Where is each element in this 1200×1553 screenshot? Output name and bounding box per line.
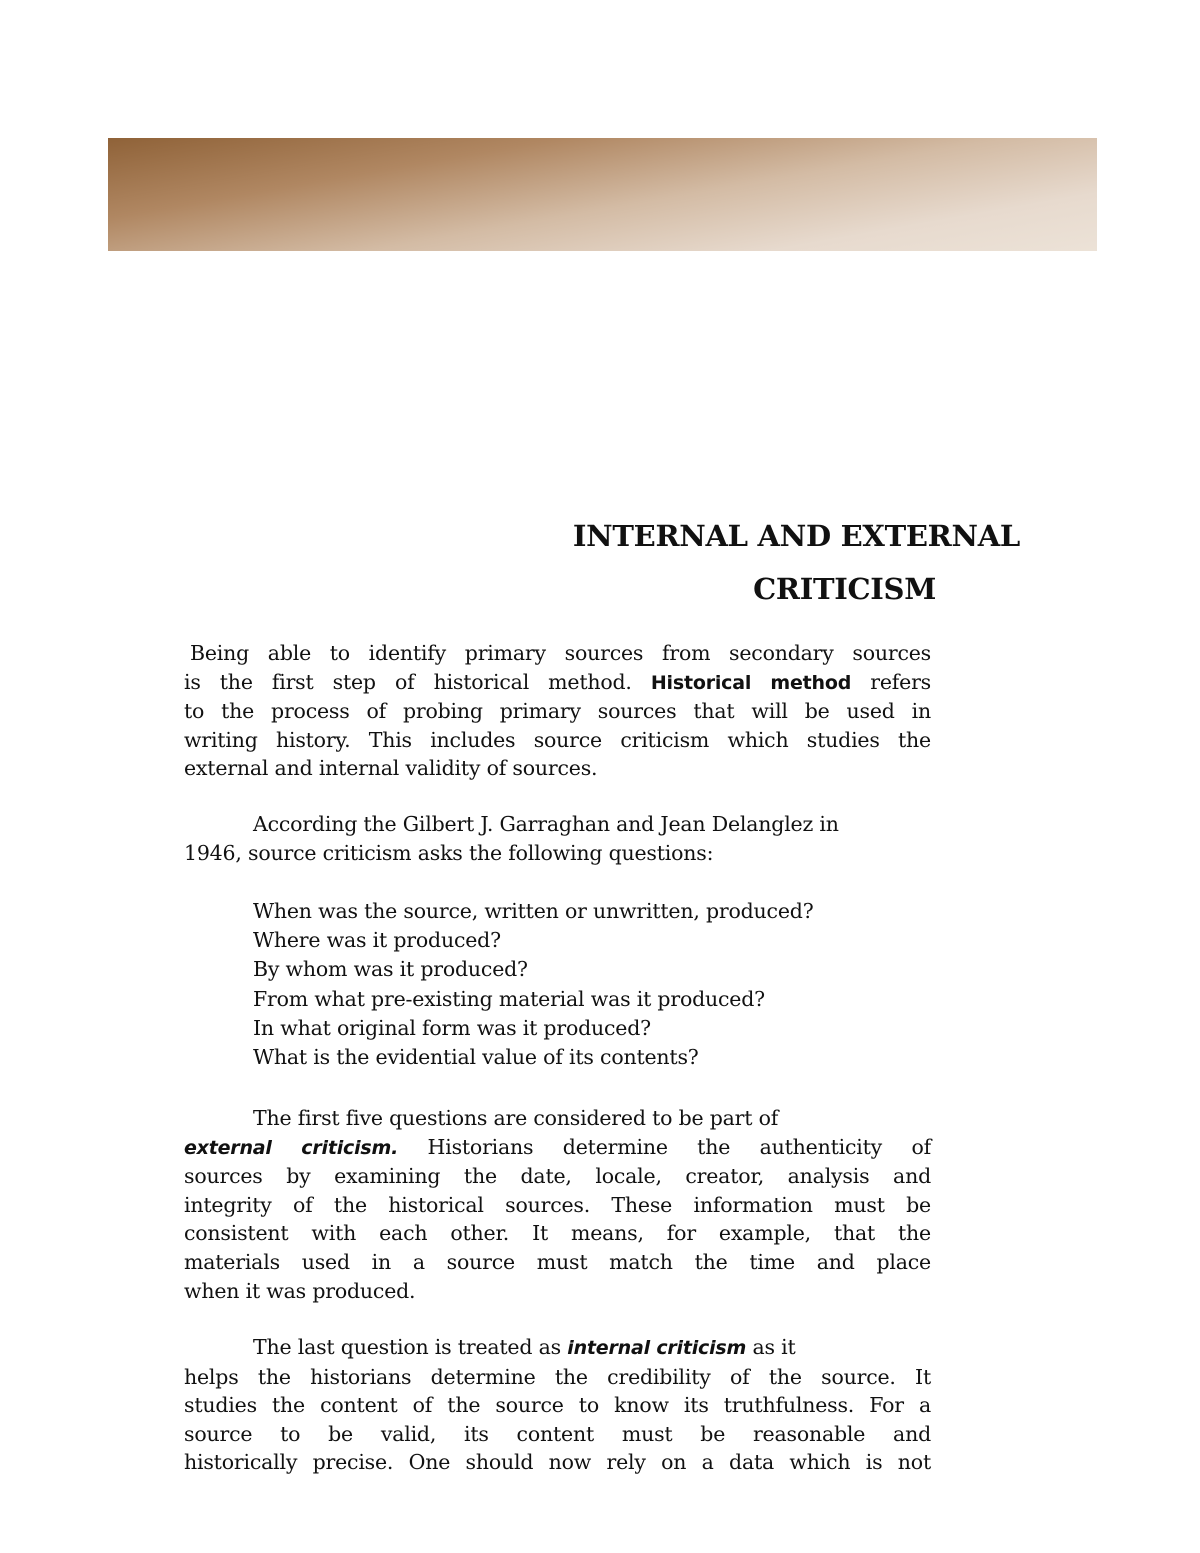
list-item: By whom was it produced? — [253, 957, 528, 982]
text-span: is the first step of historical method. — [184, 669, 651, 694]
text-span: refers — [851, 669, 931, 694]
paragraph-line — [184, 668, 931, 698]
paragraph-line: consistent with each other. It means, for example, that the — [184, 1221, 931, 1246]
text-span: The last question is treated as — [253, 1335, 568, 1359]
term-internal-criticism: internal criticism — [567, 1337, 747, 1359]
list-item: In what original form was it produced? — [253, 1015, 651, 1040]
paragraph-line: 1946, source criticism asks the following questions: — [184, 840, 714, 865]
paragraph-line: historically precise. One should now rely on a data which is not — [184, 1450, 931, 1475]
paragraph-line: writing history. This includes source criticism which studies the — [184, 727, 931, 752]
list-item: From what pre-existing material was it produced? — [253, 986, 765, 1011]
paragraph-external-criticism — [184, 1104, 931, 1305]
text-span: Historians determine the authenticity of — [398, 1134, 931, 1159]
paragraph-line: Being able to identify primary sources from secondary sources — [190, 641, 931, 665]
term-external-criticism: external criticism. — [184, 1136, 399, 1159]
paragraph-line: studies the content of the source to know its truthfulness. For a — [184, 1393, 931, 1418]
paragraph-internal-criticism — [184, 1333, 931, 1477]
page-title — [440, 510, 1020, 616]
text-span: as it — [746, 1335, 796, 1359]
paragraph-intro — [184, 639, 931, 783]
paragraph-line: materials used in a source must match the time and place — [184, 1249, 931, 1274]
paragraph-line: source to be valid, its content must be reasonable and — [184, 1421, 931, 1446]
paragraph-line: The first five questions are considered to be part of — [253, 1106, 779, 1130]
paragraph-line: sources by examining the date, locale, creator, analysis and — [184, 1164, 931, 1189]
list-item: Where was it produced? — [253, 928, 501, 953]
paragraph-line — [184, 1333, 931, 1363]
title-line-2: CRITICISM — [753, 572, 936, 606]
list-item: When was the source, written or unwritten, produced? — [253, 899, 814, 923]
paragraph-line — [184, 1133, 931, 1163]
paragraph-line: external and internal validity of sources. — [184, 756, 598, 781]
term-historical-method: Historical method — [650, 671, 852, 694]
paragraph-line: helps the historians determine the credibility of the source. It — [184, 1364, 931, 1389]
paragraph-sources — [184, 810, 931, 867]
paragraph-line: integrity of the historical sources. These information must be — [184, 1192, 931, 1217]
paragraph-line: According the Gilbert J. Garraghan and Jean Delanglez in — [253, 812, 839, 836]
header-banner — [108, 138, 1097, 251]
list-item: What is the evidential value of its contents? — [253, 1045, 699, 1070]
questions-list — [253, 897, 933, 1072]
title-line-1: INTERNAL AND EXTERNAL — [572, 519, 1020, 553]
paragraph-line: when it was produced. — [184, 1278, 416, 1303]
paragraph-line: to the process of probing primary sources that will be used in — [184, 699, 931, 724]
